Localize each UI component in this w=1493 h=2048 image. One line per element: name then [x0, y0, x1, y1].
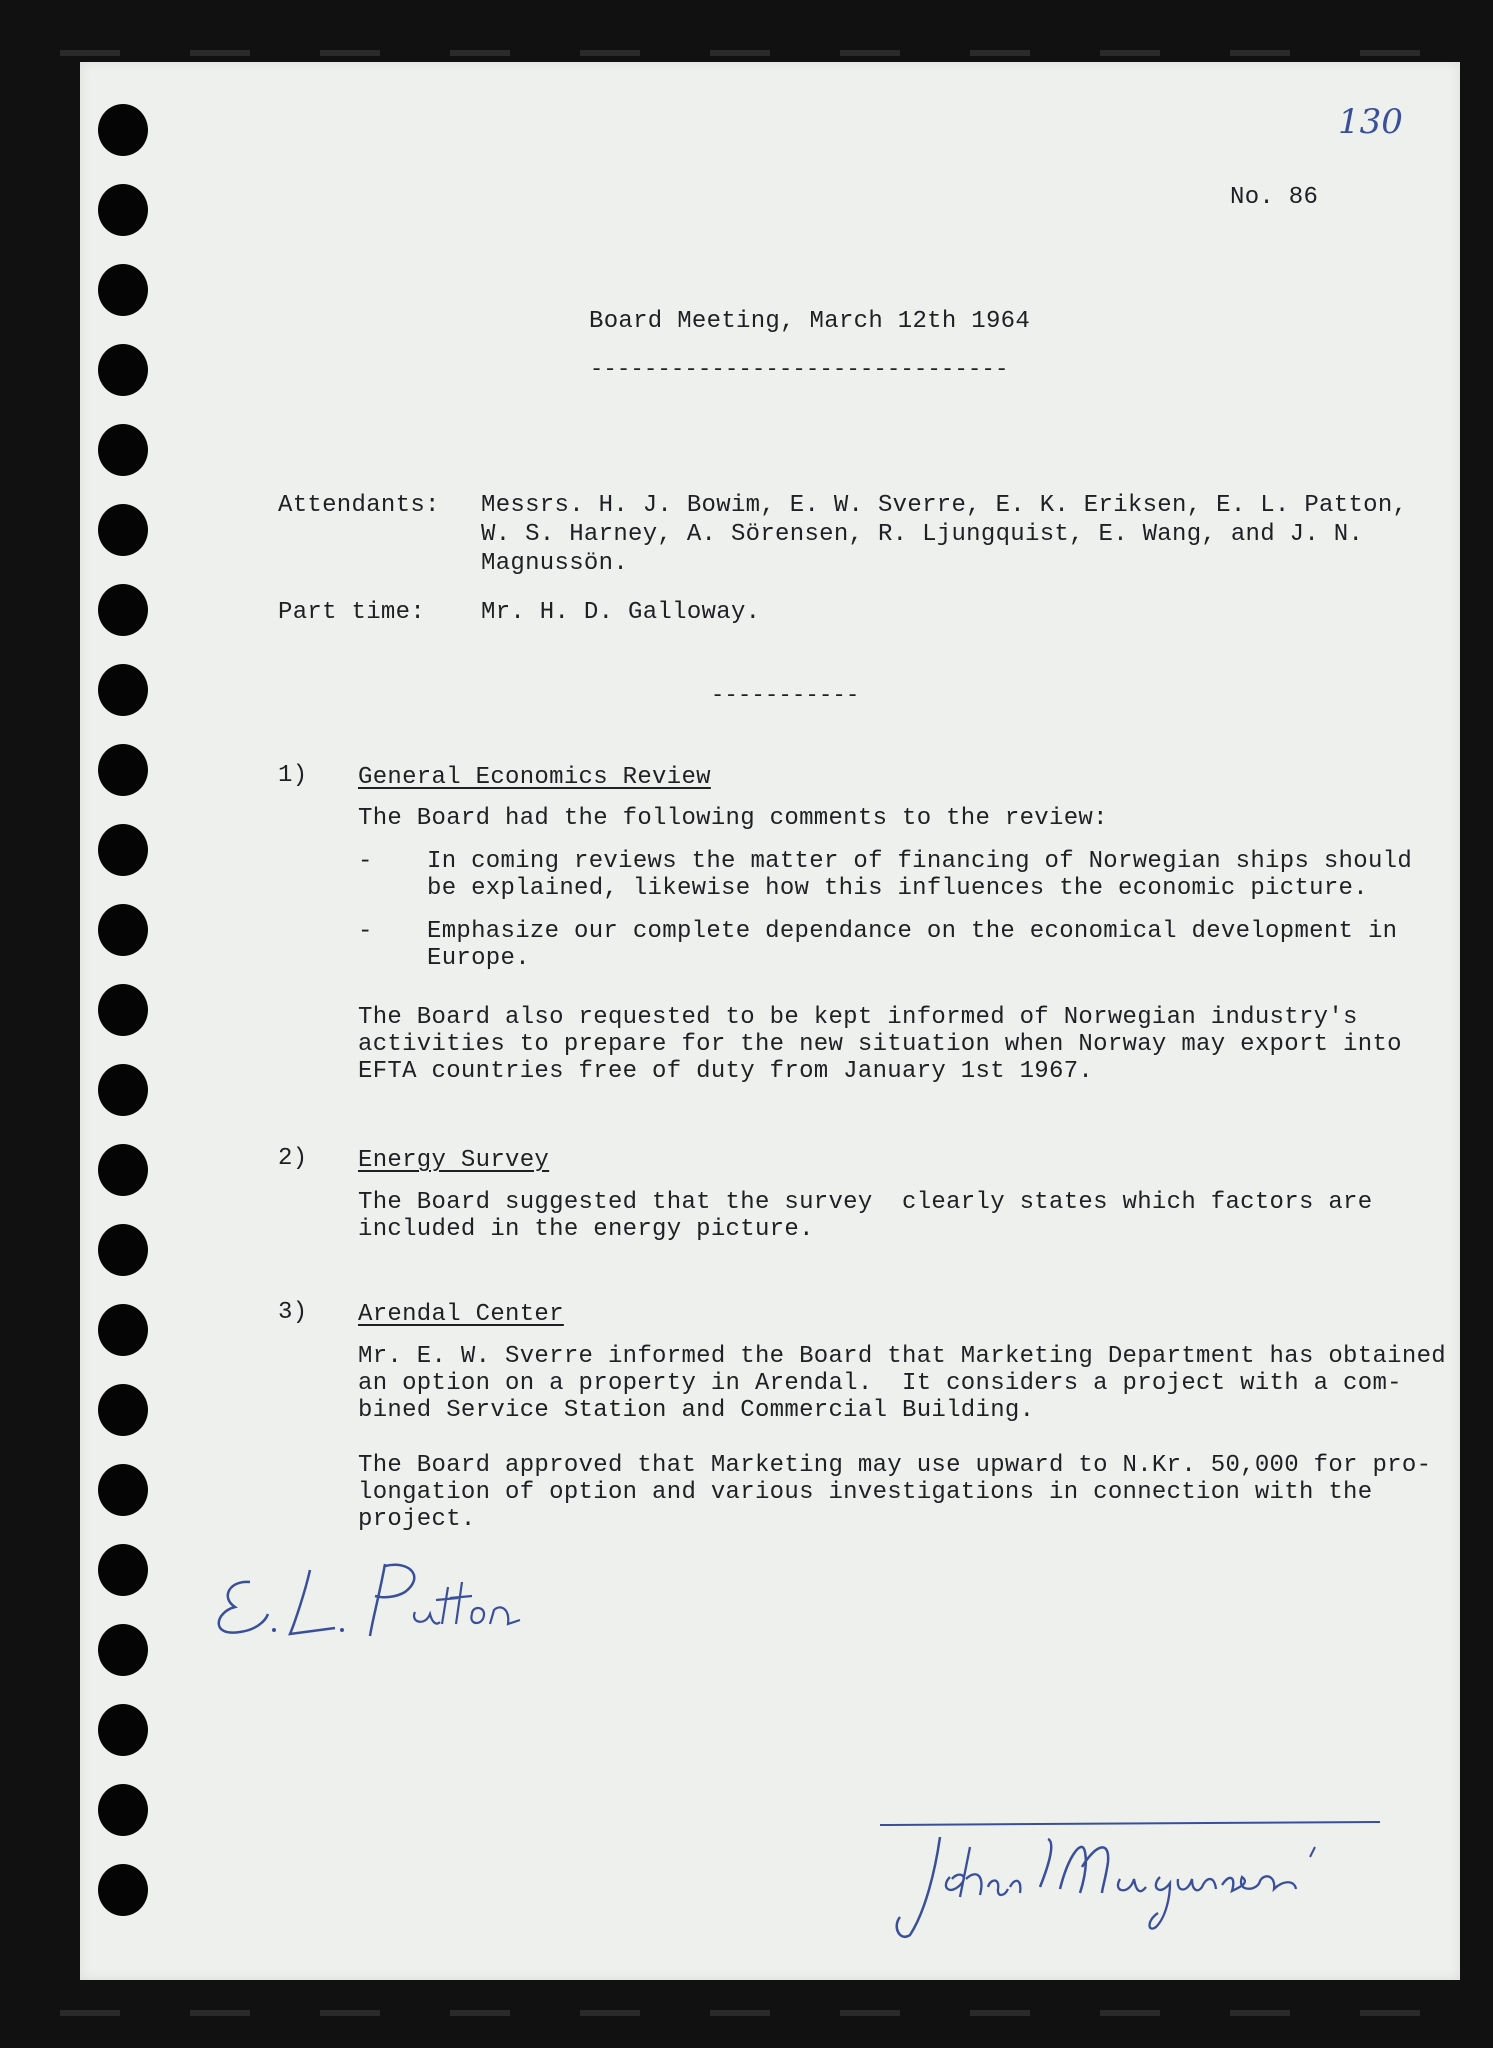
item-text-line: The Board suggested that the survey clearly states which factors are: [358, 1189, 1373, 1216]
binder-hole: [98, 1384, 148, 1436]
bullet-line: In coming reviews the matter of financing of Norwegian ships should: [427, 848, 1413, 875]
binder-hole: [98, 1784, 148, 1836]
bullet-line: be explained, likewise how this influences the economic picture.: [427, 875, 1368, 902]
binder-hole: [98, 264, 148, 316]
bullet-dash: -: [358, 848, 373, 875]
item-text-line: The Board also requested to be kept informed of Norwegian industry's: [358, 1004, 1358, 1031]
bullet-dash: -: [358, 918, 373, 945]
binder-hole: [98, 1864, 148, 1916]
binder-hole: [98, 344, 148, 396]
item-heading: Energy Survey: [358, 1147, 550, 1174]
binder-hole: [98, 664, 148, 716]
attendants-line: Messrs. H. J. Bowim, E. W. Sverre, E. K. Eriksen, E. L. Patton,: [481, 492, 1408, 519]
item-number: 1): [278, 762, 308, 789]
item-text-line: The Board had the following comments to the review:: [358, 805, 1108, 832]
document-page: [80, 62, 1460, 1980]
binder-hole: [98, 984, 148, 1036]
binder-hole: [98, 504, 148, 556]
binder-hole: [98, 1464, 148, 1516]
binder-hole: [98, 424, 148, 476]
binder-hole: [98, 1064, 148, 1116]
item-text-line: included in the energy picture.: [358, 1216, 814, 1243]
signature-magnusson: [870, 1817, 1390, 1947]
binder-hole: [98, 184, 148, 236]
binder-hole: [98, 904, 148, 956]
attendants-line: Magnussön.: [481, 550, 629, 577]
item-heading: Arendal Center: [358, 1301, 564, 1328]
item-text-line: EFTA countries free of duty from January 1st 1967.: [358, 1058, 1094, 1085]
attendants-line: W. S. Harney, A. Sörensen, R. Ljungquist, E. Wang, and J. N.: [481, 521, 1364, 548]
part-time-value: Mr. H. D. Galloway.: [481, 599, 761, 626]
part-time-label: Part time:: [278, 599, 426, 626]
page-title: Board Meeting, March 12th 1964: [589, 308, 1031, 335]
binder-hole: [98, 1624, 148, 1676]
section-separator: -----------: [711, 683, 860, 708]
binder-hole: [98, 1304, 148, 1356]
item-text-line: activities to prepare for the new situation when Norway may export into: [358, 1031, 1402, 1058]
binder-hole: [98, 1224, 148, 1276]
document-number: No. 86: [1230, 184, 1319, 211]
item-number: 3): [278, 1299, 308, 1326]
binder-hole: [98, 744, 148, 796]
item-text-line: bined Service Station and Commercial Building.: [358, 1397, 1035, 1424]
item-text-line: project.: [358, 1506, 476, 1533]
title-rule: -------------------------------: [590, 357, 1009, 382]
page-edge-top: [60, 50, 1460, 56]
binder-hole: [98, 584, 148, 636]
item-text-line: an option on a property in Arendal. It considers a project with a com-: [358, 1370, 1402, 1397]
item-text-line: longation of option and various investigations in connection with the: [358, 1479, 1373, 1506]
binder-hole: [98, 1544, 148, 1596]
handwritten-page-number: 130: [1338, 102, 1403, 142]
binder-hole: [98, 824, 148, 876]
item-number: 2): [278, 1145, 308, 1172]
attendants-label: Attendants:: [278, 492, 440, 519]
binder-hole: [98, 104, 148, 156]
item-text-line: Mr. E. W. Sverre informed the Board that Marketing Department has obtained: [358, 1343, 1446, 1370]
item-heading: General Economics Review: [358, 764, 711, 791]
item-text-line: The Board approved that Marketing may use upward to N.Kr. 50,000 for pro-: [358, 1452, 1432, 1479]
bullet-line: Emphasize our complete dependance on the economical development in: [427, 918, 1398, 945]
bullet-line: Europe.: [427, 945, 530, 972]
binder-hole: [98, 1144, 148, 1196]
signature-patton: [210, 1552, 530, 1642]
page-edge-bottom: [60, 2010, 1460, 2016]
binder-hole: [98, 1704, 148, 1756]
